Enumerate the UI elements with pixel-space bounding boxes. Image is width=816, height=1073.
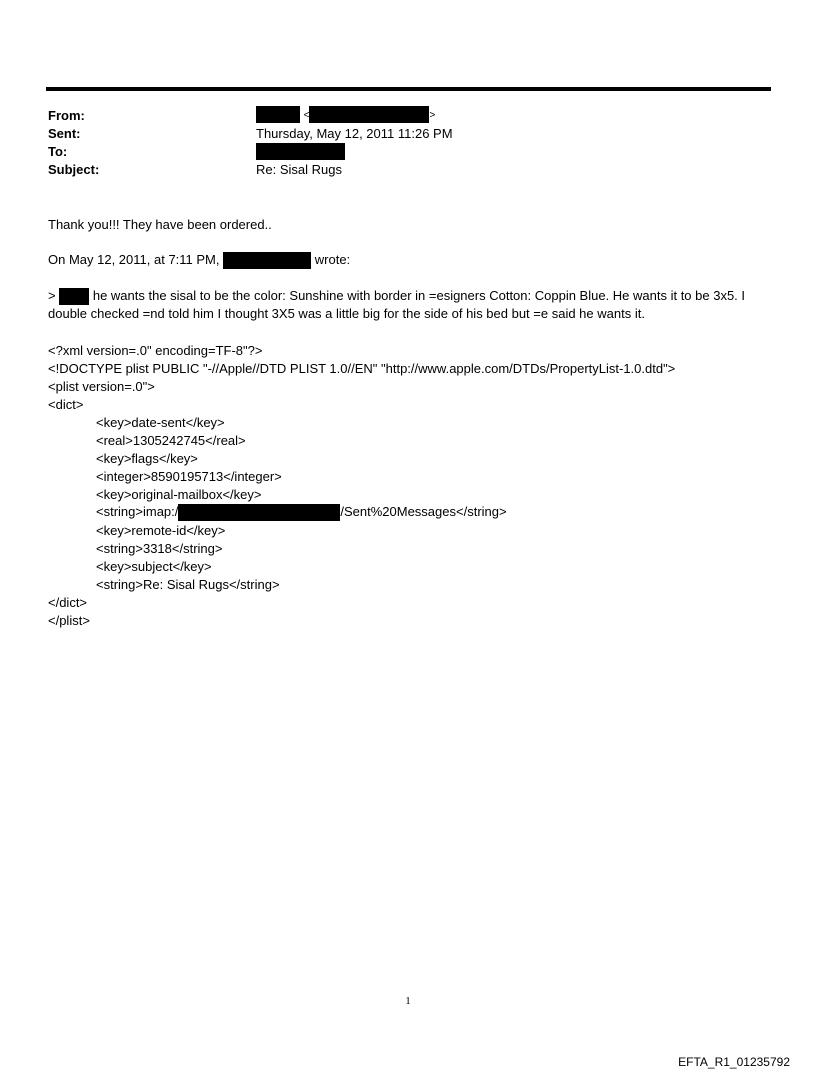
page-number: 1 xyxy=(405,995,411,1007)
sent-value: Thursday, May 12, 2011 11:26 PM xyxy=(256,126,453,141)
imap-after: /Sent%20Messages</string> xyxy=(340,504,507,519)
subject-value: Re: Sisal Rugs xyxy=(256,162,342,177)
plist-line: <key>flags</key> xyxy=(96,451,198,466)
quoted-message xyxy=(48,287,773,323)
document-id: EFTA_R1_01235792 xyxy=(678,1055,790,1069)
reply-line: Thank you!!! They have been ordered.. xyxy=(48,217,272,232)
subject-label: Subject: xyxy=(48,162,100,177)
dict-close: </dict> xyxy=(48,595,88,610)
header-rule xyxy=(46,87,771,91)
quote-text: he wants the sisal to be the color: Sunshine with border in =esigners Cotton: Coppin Blue. He wants it to be 3x5. I double checked =nd told him I thought 3X5 was a little big for the side of his bed but =e said he wants it. xyxy=(48,288,746,322)
from-close-bracket: > xyxy=(429,110,436,121)
quote-intro-before: On May 12, 2011, at 7:11 PM, xyxy=(48,252,220,267)
xml-declaration: <?xml version=.0" encoding=TF-8"?> xyxy=(48,343,263,358)
quote-intro xyxy=(48,251,350,269)
from-open-bracket: < xyxy=(303,110,310,121)
plist-line: <key>original-mailbox</key> xyxy=(96,487,262,502)
plist-line: <key>remote-id</key> xyxy=(96,523,226,538)
redaction-box xyxy=(256,143,345,160)
plist-line: <string>Re: Sisal Rugs</string> xyxy=(96,577,280,592)
redaction-box xyxy=(223,252,311,269)
redaction-box xyxy=(59,288,89,305)
plist-line: <string>3318</string> xyxy=(96,541,223,556)
sent-label: Sent: xyxy=(48,126,81,141)
imap-line xyxy=(96,503,507,521)
redaction-box xyxy=(178,504,340,521)
plist-close: </plist> xyxy=(48,613,90,628)
plist-open: <plist version=.0"> xyxy=(48,379,155,394)
from-value xyxy=(256,106,435,123)
to-value xyxy=(256,143,345,160)
to-label: To: xyxy=(48,144,68,159)
redaction-box xyxy=(309,106,429,123)
dict-open: <dict> xyxy=(48,397,84,412)
plist-line: <key>date-sent</key> xyxy=(96,415,225,430)
quote-prefix: > xyxy=(48,288,56,303)
from-label: From: xyxy=(48,108,85,123)
plist-line: <real>1305242745</real> xyxy=(96,433,246,448)
redaction-box xyxy=(256,106,300,123)
quote-intro-after: wrote: xyxy=(314,252,351,267)
imap-before: <string>imap:/ xyxy=(96,504,179,519)
plist-line: <integer>8590195713</integer> xyxy=(96,469,282,484)
doctype-line: <!DOCTYPE plist PUBLIC "-//Apple//DTD PLIST 1.0//EN" "http://www.apple.com/DTDs/PropertyList-1.0.dtd"> xyxy=(48,361,676,376)
plist-line: <key>subject</key> xyxy=(96,559,212,574)
